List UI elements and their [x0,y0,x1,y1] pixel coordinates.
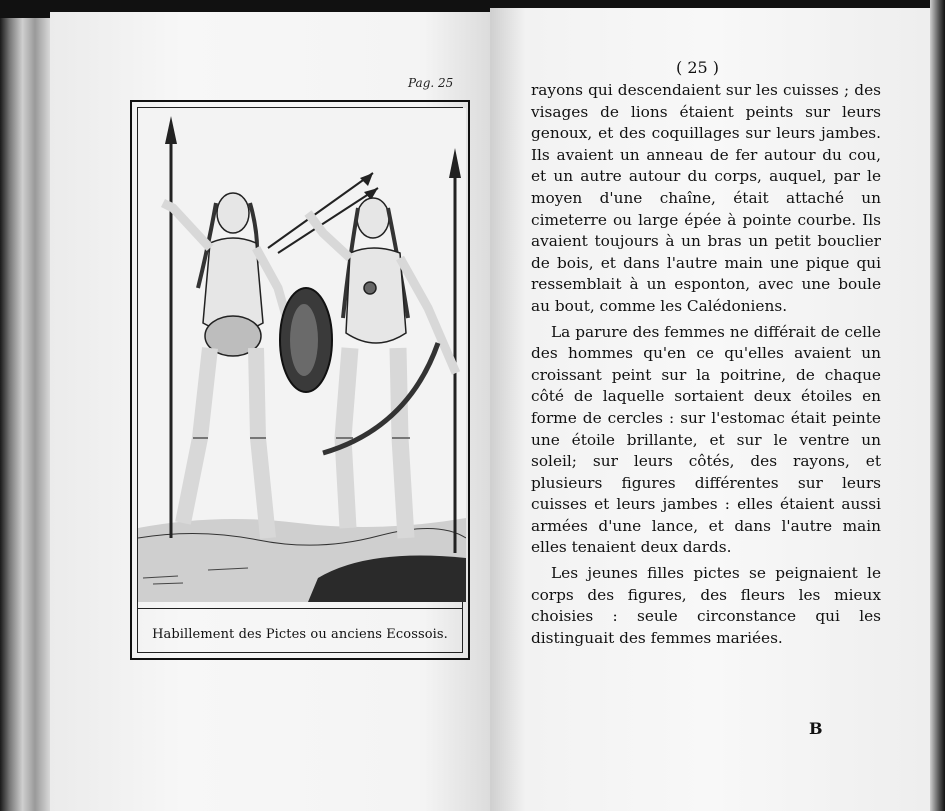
paragraph-3: Les jeunes filles pictes se peignaient le corps des figures, des fleurs les mieux choisies : seule circonstance qui les distinguait des femmes mariées. [531,564,881,647]
paragraph-1: rayons qui descendaient sur les cuisses ; des visages de lions étaient peints sur leurs genoux, et des coquillages sur leurs jambes. Ils avaient un anneau de fer autour du cou, et un autre autour du corps, auquel, par le moyen d'une chaîne, était attaché un cimeterre ou large épée à pointe courbe. Ils avaient toujours à un bras un petit bouclier de bois, et dans l'autre main une pique qui ressemblait à un esponton, avec une boule au bout, comme les Calédoniens. [531,81,881,315]
right-page-edge [930,0,945,811]
page-text [531,80,881,649]
book-spine [0,18,50,811]
plate-inner-border [137,107,463,653]
signature-mark: B [809,719,823,738]
paragraph-2: La parure des femmes ne différait de celle des hommes qu'en ce qu'elles avaient un croissant peint sur la poitrine, de chaque côté de laquelle sortaient deux étoiles en forme de cercles : sur l'estomac était peinte une étoile brillante, et sur le ventre un soleil; sur leurs côtés, des rayons, et plusieurs figures différentes sur leurs cuisses et leurs jambes : elles étaient aussi armées d'une lance, et dans l'autre main elles tenaient deux dards. [531,322,881,557]
caption-rule [138,608,462,609]
pict-figures-engraving [138,108,466,602]
engraving-plate [130,100,470,660]
plate-page-reference: Pag. 25 [408,76,454,90]
plate-caption: Habillement des Pictes ou anciens Ecossois. [152,627,448,642]
page-number: ( 25 ) [676,58,720,77]
